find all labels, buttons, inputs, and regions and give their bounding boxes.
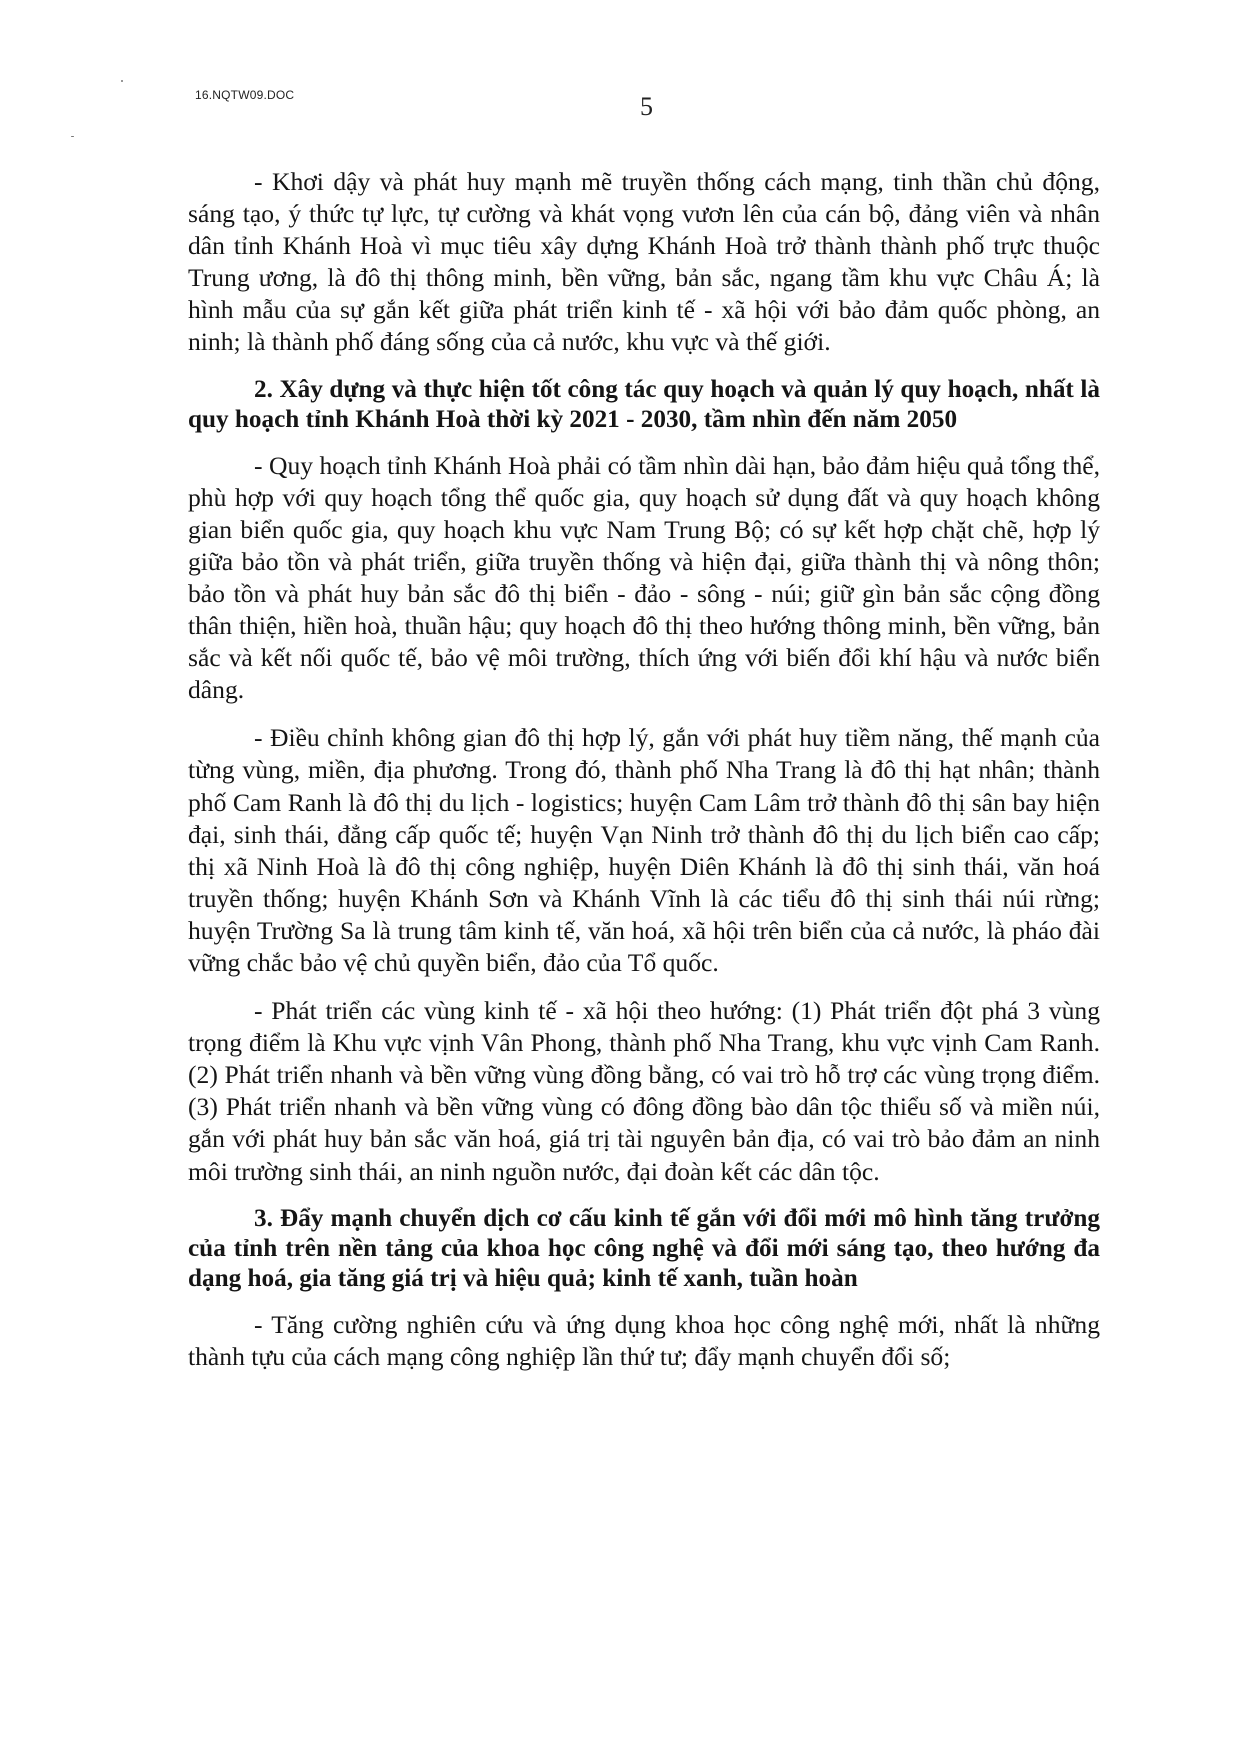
paragraph-revolutionary-tradition: - Khơi dậy và phát huy mạnh mẽ truyền thống cách mạng, tinh thần chủ động, sáng tạo, ý thức tự lực, tự cường và khát vọng vươn lên của cán bộ, đảng viên và nhân dân tỉnh Khánh Hoà vì mục tiêu xây dựng Khánh Hoà trở thành thành phố trực thuộc Trung ương, là đô thị thông minh, bền vững, bản sắc, ngang tầm khu vực Châu Á; là hình mẫu của sự gắn kết giữa phát triển kinh tế - xã hội với bảo đảm quốc phòng, an ninh; là thành phố đáng sống của cả nước, khu vực và thế giới.	[188, 167, 1100, 357]
paragraph-science-technology: - Tăng cường nghiên cứu và ứng dụng khoa học công nghệ mới, nhất là những thành tựu của cách mạng công nghiệp lần thứ tư; đẩy mạnh chuyển đổi số;	[188, 1309, 1100, 1371]
file-name: 16.NQTW09.DOC	[195, 88, 295, 102]
section-heading-2: 2. Xây dựng và thực hiện tốt công tác quy hoạch và quản lý quy hoạch, nhất là quy hoạch tỉnh Khánh Hoà thời kỳ 2021 - 2030, tầm nhìn đến năm 2050	[188, 375, 1100, 433]
paragraph-urban-space: - Điều chỉnh không gian đô thị hợp lý, gắn với phát huy tiềm năng, thế mạnh của từng vùng, miền, địa phương. Trong đó, thành phố Nha Trang là đô thị hạt nhân; thành phố Cam Ranh là đô thị du lịch - logistics; huyện Cam Lâm trở thành đô thị sân bay hiện đại, sinh thái, đẳng cấp quốc tế; huyện Vạn Ninh trở thành đô thị du lịch biển cao cấp; thị xã Ninh Hoà là đô thị công nghiệp, huyện Diên Khánh là đô thị sinh thái, văn hoá truyền thống; huyện Khánh Sơn và Khánh Vĩnh là các tiểu đô thị sinh thái núi rừng; huyện Trường Sa là trung tâm kinh tế, văn hoá, xã hội trên biển của cả nước, là pháo đài vững chắc bảo vệ chủ quyền biển, đảo của Tổ quốc.	[188, 723, 1100, 977]
paragraph-economic-regions: - Phát triển các vùng kinh tế - xã hội theo hướng: (1) Phát triển đột phá 3 vùng trọng điểm là Khu vực vịnh Vân Phong, thành phố Nha Trang, khu vực vịnh Cam Ranh. (2) Phát triển nhanh và bền vững vùng đồng bằng, có vai trò hỗ trợ các vùng trọng điểm. (3) Phát triển nhanh và bền vững vùng có đông đồng bào dân tộc thiểu số và miền núi, gắn với phát huy bản sắc văn hoá, giá trị tài nguyên bản địa, có vai trò bảo đảm an ninh môi trường sinh thái, an ninh nguồn nước, đại đoàn kết các dân tộc.	[188, 996, 1100, 1186]
scan-speck	[121, 80, 123, 82]
document-body	[188, 166, 1100, 1389]
page-number: 5	[640, 92, 653, 121]
paragraph-provincial-planning: - Quy hoạch tỉnh Khánh Hoà phải có tầm nhìn dài hạn, bảo đảm hiệu quả tổng thể, phù hợp với quy hoạch tổng thể quốc gia, quy hoạch sử dụng đất và quy hoạch không gian biển quốc gia, quy hoạch khu vực Nam Trung Bộ; có sự kết hợp chặt chẽ, hợp lý giữa bảo tồn và phát triển, giữa truyền thống và hiện đại, giữa thành thị và nông thôn; bảo tồn và phát huy bản sắc đô thị biển - đảo - sông - núi; giữ gìn bản sắc cộng đồng thân thiện, hiền hoà, thuần hậu; quy hoạch đô thị theo hướng thông minh, bền vững, bản sắc và kết nối quốc tế, bảo vệ môi trường, thích ứng với biến đổi khí hậu và nước biển dâng.	[188, 450, 1100, 705]
scan-speck	[71, 136, 74, 137]
section-heading-3: 3. Đẩy mạnh chuyển dịch cơ cấu kinh tế gắn với đổi mới mô hình tăng trưởng của tỉnh trên nền tảng của khoa học công nghệ và đổi mới sáng tạo, theo hướng đa dạng hoá, gia tăng giá trị và hiệu quả; kinh tế xanh, tuần hoàn	[188, 1204, 1100, 1292]
